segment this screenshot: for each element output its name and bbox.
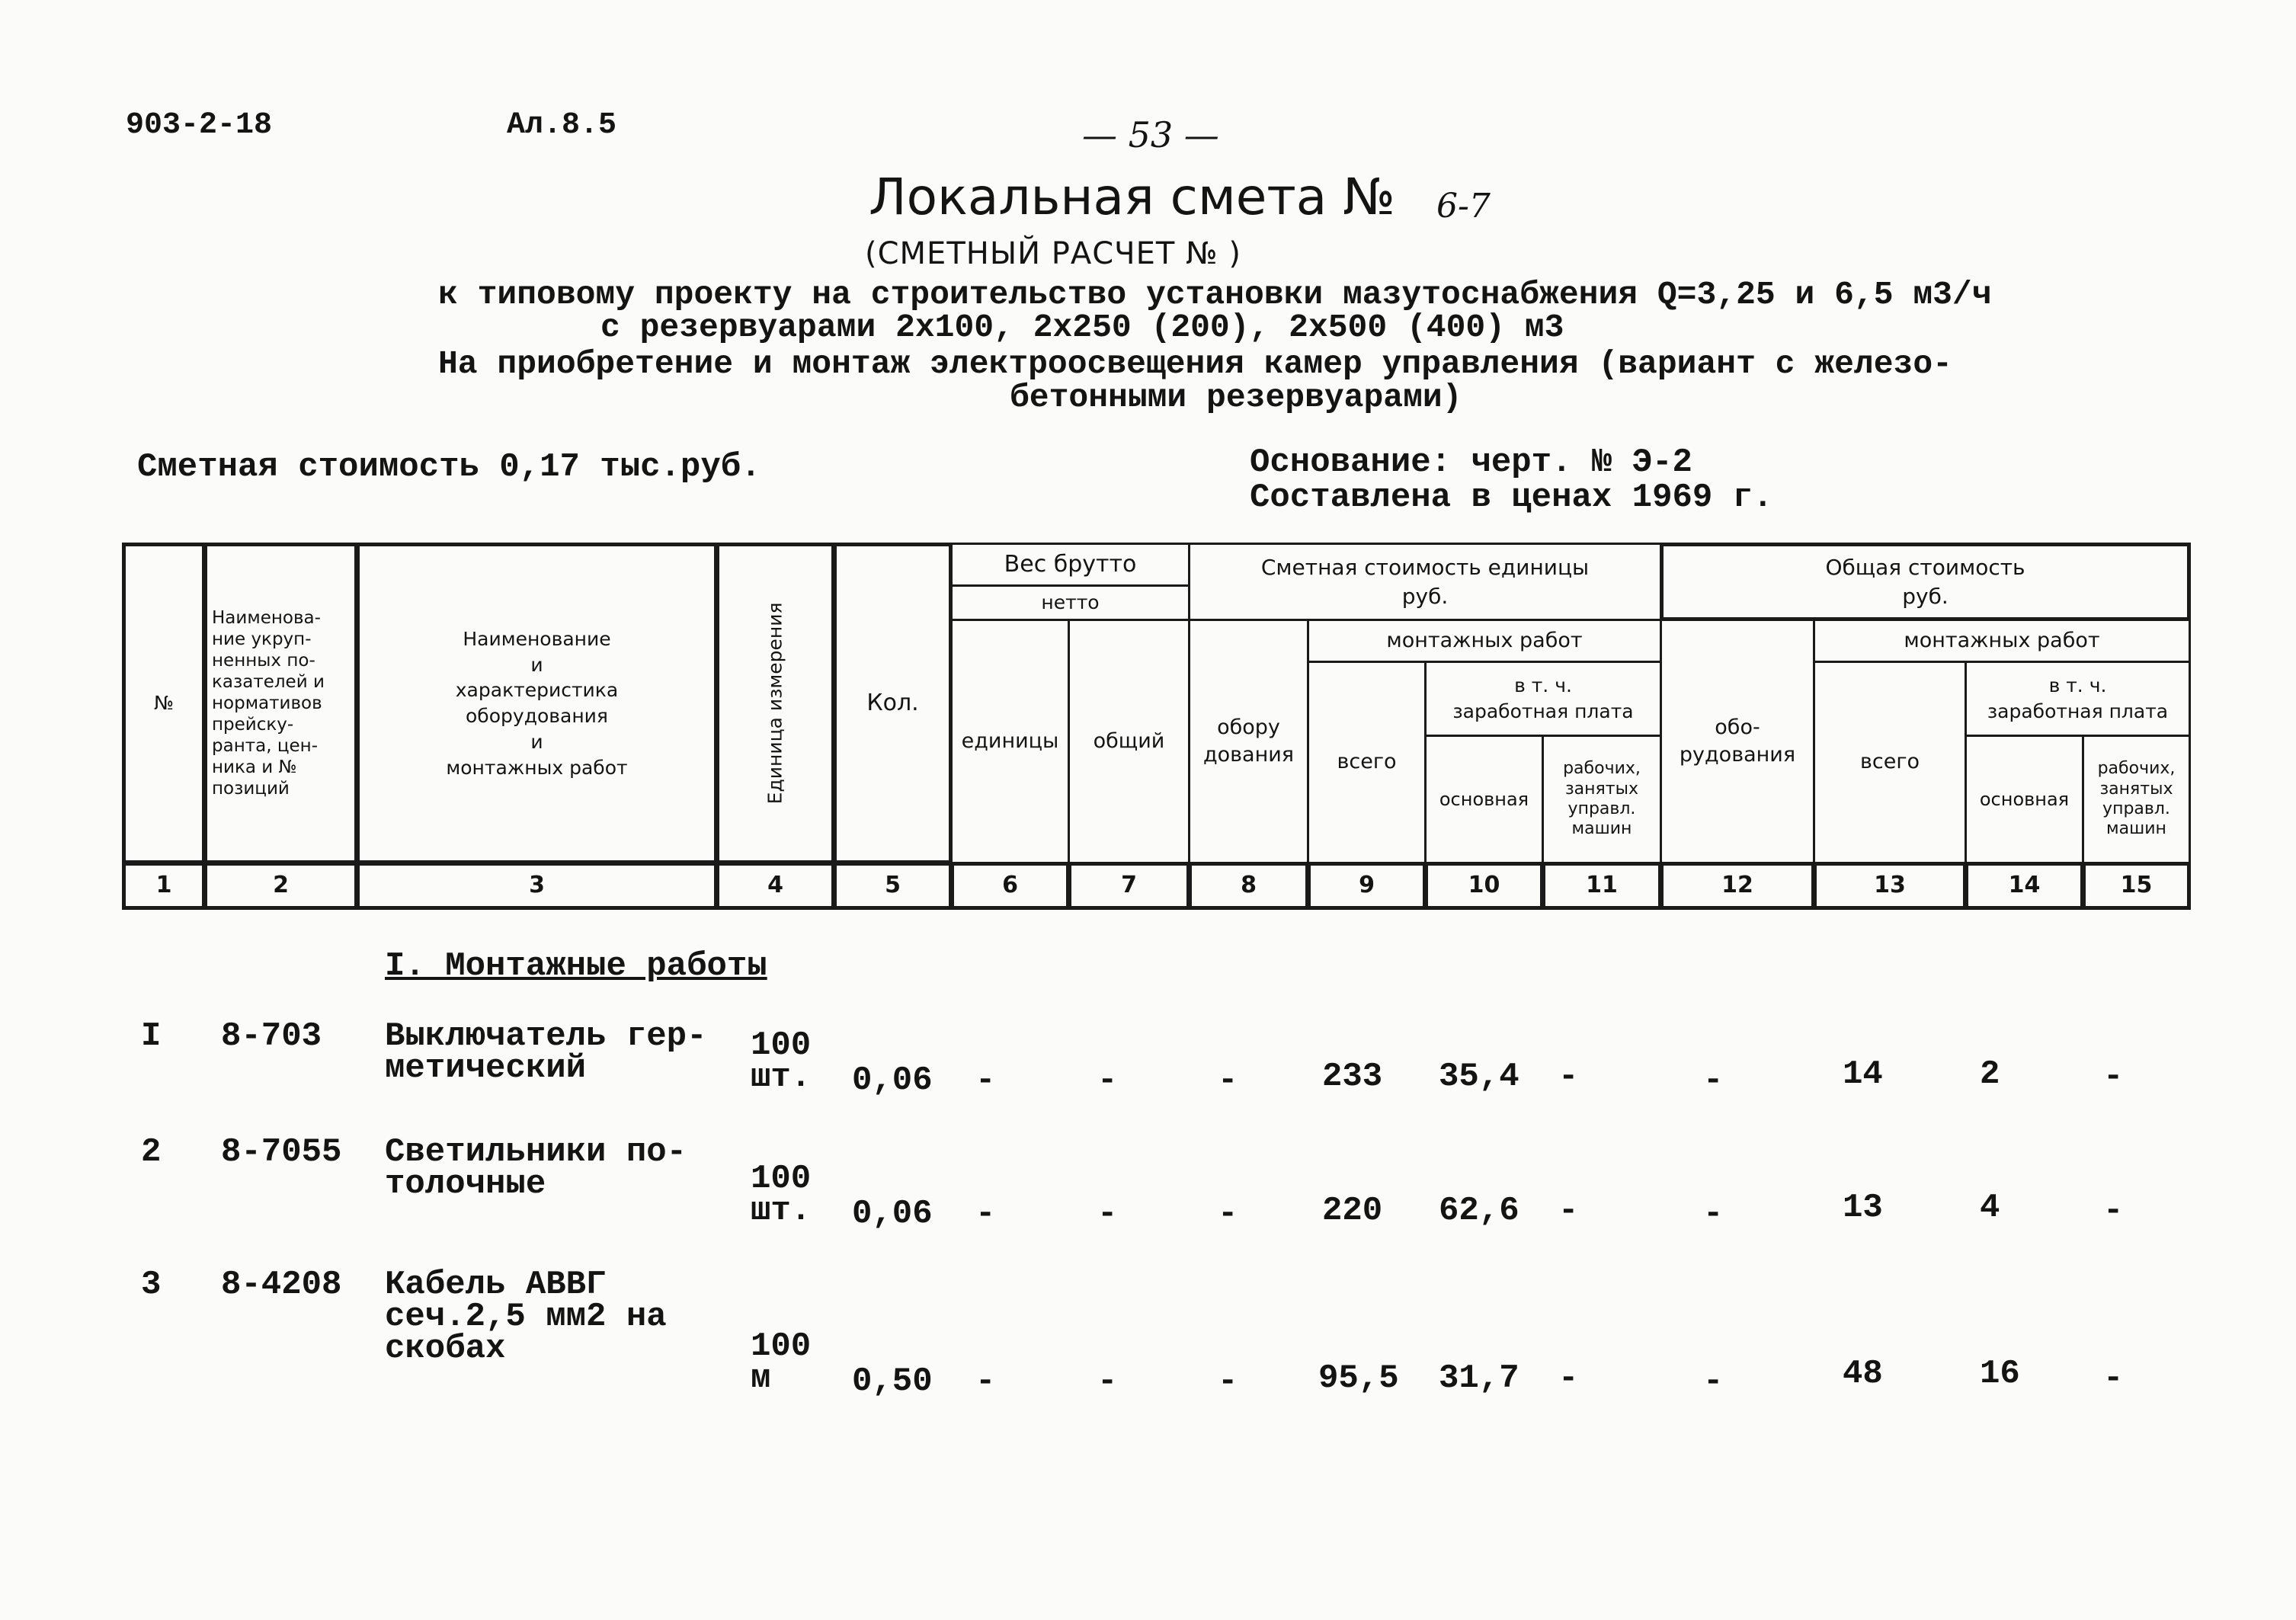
- wage-header-1: в т. ч. заработная плата: [1424, 661, 1662, 737]
- row-unit-2: шт.: [751, 1192, 812, 1230]
- row-no: 2: [141, 1133, 162, 1171]
- col-num-6: 6: [950, 862, 1070, 910]
- row-c15: -: [2103, 1192, 2124, 1230]
- mount-works-header-1: монтажных работ: [1307, 619, 1662, 663]
- row-c10: 31,7: [1439, 1359, 1519, 1397]
- estimate-table-header: [122, 543, 2191, 910]
- col-10-header: основная: [1424, 735, 1544, 864]
- page-title: Локальная смета №: [869, 168, 1395, 226]
- row-c8: -: [1218, 1061, 1238, 1100]
- col-unit-header: Единица измерения: [716, 543, 835, 864]
- col-num-8: 8: [1188, 862, 1309, 910]
- row-no: I: [141, 1017, 162, 1055]
- row-c13: 14: [1843, 1055, 1883, 1093]
- row-unit-2: шт.: [751, 1058, 812, 1097]
- col-qty-header: Кол.: [833, 543, 953, 864]
- col-num-5: 5: [833, 862, 953, 910]
- col-num-15: 15: [2082, 862, 2191, 910]
- col-15-header: рабочих, занятых управл. машин: [2082, 735, 2191, 864]
- col-num-14: 14: [1965, 862, 2084, 910]
- row-c6: -: [975, 1362, 996, 1401]
- row-unit-1: 100: [751, 1327, 812, 1365]
- row-code: 8-703: [221, 1017, 322, 1055]
- row-name-1: Кабель АВВГ: [385, 1266, 607, 1304]
- total-cost-header: Общая стоимость руб.: [1660, 543, 2191, 621]
- row-c6: -: [975, 1061, 996, 1100]
- row-c11: -: [1558, 1359, 1579, 1397]
- row-no: 3: [141, 1266, 162, 1304]
- col-num-10: 10: [1424, 862, 1544, 910]
- row-c15: -: [2103, 1058, 2124, 1096]
- row-c7: -: [1097, 1362, 1118, 1401]
- row-code: 8-4208: [221, 1266, 342, 1304]
- page-number: — 53 —: [1082, 114, 1219, 155]
- col-11-header: рабочих, занятых управл. машин: [1542, 735, 1662, 864]
- row-unit-1: 100: [751, 1026, 812, 1065]
- row-c12: -: [1703, 1362, 1724, 1401]
- album-ref: Ал.8.5: [507, 108, 617, 142]
- subtitle: (СМЕТНЫЙ РАСЧЕТ № ): [865, 236, 1241, 271]
- row-c11: -: [1558, 1058, 1579, 1096]
- row-c10: 35,4: [1439, 1058, 1519, 1096]
- row-unit-1: 100: [751, 1160, 812, 1198]
- row-name-1: Светильники по-: [385, 1133, 687, 1171]
- col-13-header: всего: [1813, 661, 1967, 864]
- project-line-3: На приобретение и монтаж электроосвещения камер управления (вариант с железо-: [438, 345, 1952, 383]
- row-name-2: метический: [385, 1049, 587, 1087]
- row-c12: -: [1703, 1195, 1724, 1233]
- col-8-header: обору дования: [1188, 619, 1309, 864]
- col-9-header: всего: [1307, 661, 1427, 864]
- row-qty: 0,06: [852, 1061, 933, 1100]
- row-c12: -: [1703, 1061, 1724, 1100]
- estimated-cost: Сметная стоимость 0,17 тыс.руб.: [137, 448, 761, 486]
- col-14-header: основная: [1965, 735, 2084, 864]
- row-name-2: сеч.2,5 мм2 на: [385, 1298, 667, 1336]
- row-c7: -: [1097, 1195, 1118, 1233]
- row-c14: 16: [1980, 1355, 2020, 1393]
- row-c6: -: [975, 1195, 996, 1233]
- row-name-3: скобах: [385, 1330, 506, 1368]
- table-row: [0, 1129, 2296, 1266]
- basis: Основание: черт. № Э-2: [1250, 443, 1692, 482]
- row-c15: -: [2103, 1359, 2124, 1397]
- weight-netto-header: нетто: [950, 584, 1190, 621]
- row-c7: -: [1097, 1061, 1118, 1100]
- col-7-header: общий: [1068, 619, 1190, 864]
- col-num-12: 12: [1660, 862, 1815, 910]
- section-title: I. Монтажные работы: [385, 947, 767, 985]
- row-c8: -: [1218, 1195, 1238, 1233]
- col-num-11: 11: [1542, 862, 1662, 910]
- row-c9: 233: [1322, 1058, 1383, 1096]
- row-qty: 0,06: [852, 1195, 933, 1233]
- project-line-2: с резервуарами 2х100, 2х250 (200), 2х500 (400) м3: [600, 309, 1564, 346]
- row-c9: 95,5: [1318, 1359, 1399, 1397]
- row-c14: 4: [1980, 1189, 2000, 1227]
- row-unit-2: м: [751, 1359, 771, 1397]
- col-6-header: единицы: [950, 619, 1070, 864]
- row-c10: 62,6: [1439, 1192, 1519, 1230]
- row-c8: -: [1218, 1362, 1238, 1401]
- table-row: [0, 1263, 2296, 1401]
- row-name-2: толочные: [385, 1165, 546, 1203]
- row-c11: -: [1558, 1192, 1579, 1230]
- col-12-header: обо- рудования: [1660, 619, 1815, 864]
- col-num-7: 7: [1068, 862, 1190, 910]
- wage-header-2: в т. ч. заработная плата: [1965, 661, 2191, 737]
- row-c14: 2: [1980, 1055, 2000, 1093]
- row-code: 8-7055: [221, 1133, 342, 1171]
- row-qty: 0,50: [852, 1362, 933, 1401]
- col-num-3: 3: [356, 862, 718, 910]
- col-num-1: 1: [122, 862, 206, 910]
- price-year: Составлена в ценах 1969 г.: [1250, 479, 1773, 517]
- col-num-13: 13: [1813, 862, 1967, 910]
- col-num-4: 4: [716, 862, 835, 910]
- unit-cost-header: Сметная стоимость единицы руб.: [1188, 543, 1662, 621]
- row-name-1: Выключатель гер-: [385, 1017, 707, 1055]
- weight-brutto-header: Вес брутто: [950, 543, 1190, 587]
- project-line-4: бетонными резервуарами): [1010, 379, 1462, 416]
- mount-works-header-2: монтажных работ: [1813, 619, 2191, 663]
- col-name-header: Наименование и характеристика оборудования и монтажных работ: [356, 543, 718, 864]
- row-c9: 220: [1322, 1192, 1383, 1230]
- row-c13: 48: [1843, 1355, 1883, 1393]
- col-num-2: 2: [203, 862, 358, 910]
- col-no-header: №: [122, 543, 206, 864]
- row-c13: 13: [1843, 1189, 1883, 1227]
- col-codes-header: Наименова- ние укруп- ненных по- казателей и нормативов прейску- ранта, цен- ника и № позиций: [203, 543, 358, 864]
- document-code: 903-2-18: [126, 108, 273, 142]
- estimate-number: 6-7: [1436, 187, 1491, 226]
- project-line-1: к типовому проекту на строительство установки мазутоснабжения Q=3,25 и 6,5 м3/ч: [438, 276, 1992, 313]
- col-num-9: 9: [1307, 862, 1427, 910]
